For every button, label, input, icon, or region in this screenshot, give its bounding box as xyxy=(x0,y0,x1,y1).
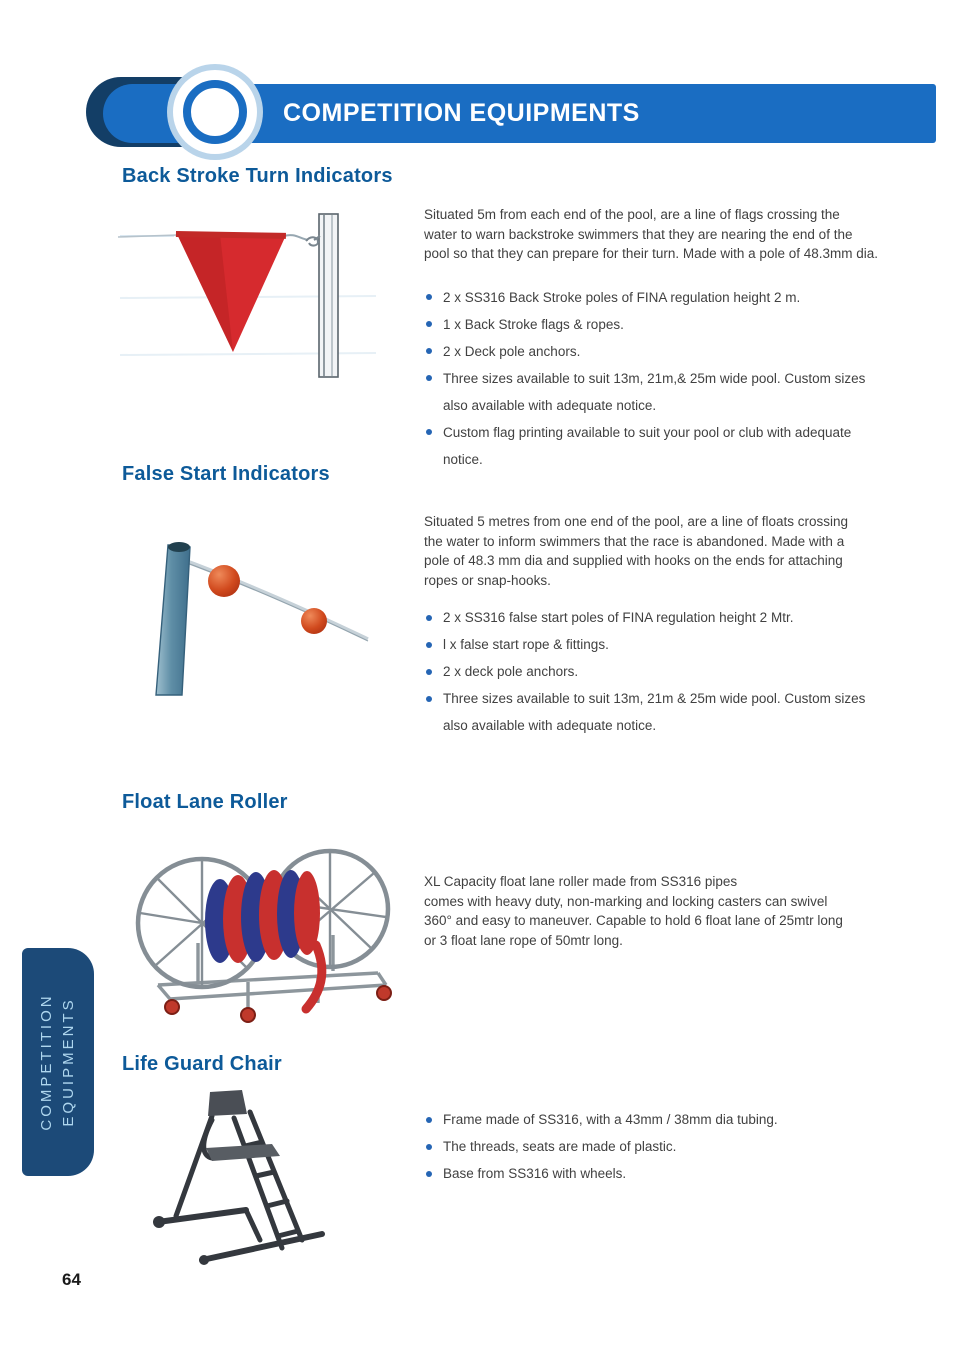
bullet-item: 2 x Deck pole anchors. xyxy=(424,338,890,365)
life-guard-chair-illustration xyxy=(150,1088,335,1273)
red-float-ball xyxy=(301,608,327,634)
flag-pole xyxy=(319,214,338,377)
description-line: 360° and easy to maneuver. Capable to hold 6 float lane of 25mtr long xyxy=(424,913,843,928)
circle-logo-icon xyxy=(167,64,263,160)
circle-logo-inner-ring xyxy=(183,80,247,144)
pole-top-cap xyxy=(168,542,190,552)
red-float-ball xyxy=(208,565,240,597)
false-start-illustration xyxy=(116,535,382,708)
side-tab-competition-equipments xyxy=(22,948,94,1176)
bullet-item: Three sizes available to suit 13m, 21m,& 25m wide pool. Custom sizes also available with adequate notice. xyxy=(424,365,890,419)
description-line: Situated 5m from each end of the pool, are a line of flags crossing the xyxy=(424,207,840,222)
backstroke-flag-svg xyxy=(116,200,382,426)
float-rope-shade xyxy=(176,559,368,641)
flag-rope xyxy=(284,235,308,240)
description-line: or 3 float lane rope of 50mtr long. xyxy=(424,932,623,948)
description-line: the water to inform swimmers that the race is abandoned. Made with a xyxy=(424,533,845,549)
bullet-item: Frame made of SS316, with a 43mm / 38mm dia tubing. xyxy=(424,1106,890,1133)
bullet-item: 2 x SS316 false start poles of FINA regulation height 2 Mtr. xyxy=(424,604,890,631)
description-line: ropes or snap-hooks. xyxy=(424,572,551,588)
float-lane-roller-illustration xyxy=(128,833,400,1030)
back-stroke-bullet-list xyxy=(424,284,890,473)
section-heading-false-start: False Start Indicators xyxy=(122,463,330,485)
skid-end-cap xyxy=(153,1216,165,1228)
side-tab-line1: COMPETITION xyxy=(38,993,55,1131)
life-guard-chair-text-column xyxy=(424,1106,890,1187)
bullet-item: 2 x SS316 Back Stroke poles of FINA regulation height 2 m. xyxy=(424,284,890,311)
float-lane-roller-svg xyxy=(128,833,400,1025)
false-start-text-column xyxy=(424,512,890,739)
section-heading-float-lane-roller: Float Lane Roller xyxy=(122,791,288,813)
float-lane-roller-text-column xyxy=(424,872,890,950)
circle-logo-outer-ring xyxy=(173,70,257,154)
description-line: water to warn backstroke swimmers that they are nearing the end of the xyxy=(424,226,853,242)
skid-end-cap xyxy=(199,1255,209,1265)
chair-backrest xyxy=(208,1090,247,1116)
side-tab-label xyxy=(22,948,94,1176)
bullet-item: 1 x Back Stroke flags & ropes. xyxy=(424,311,890,338)
life-guard-chair-svg xyxy=(150,1088,335,1268)
description-line: pool so that they can prepare for their turn. Made with a pole of 48.3mm dia. xyxy=(424,246,879,261)
page-title: COMPETITION EQUIPMENTS xyxy=(283,99,640,127)
coiled-lane-ropes xyxy=(205,870,322,1009)
page-number: 64 xyxy=(62,1270,81,1289)
false-start-description xyxy=(424,512,890,590)
back-stroke-description xyxy=(424,205,890,264)
bullet-item: 2 x deck pole anchors. xyxy=(424,658,890,685)
bullet-item: Base from SS316 with wheels. xyxy=(424,1160,890,1187)
bullet-item: The threads, seats are made of plastic. xyxy=(424,1133,890,1160)
side-tab-line2: EQUIPMENTS xyxy=(60,997,77,1127)
float-lane-roller-description xyxy=(424,872,890,950)
bullet-item: l x false start rope & fittings. xyxy=(424,631,890,658)
life-guard-chair-bullet-list xyxy=(424,1106,890,1187)
snap-hook-icon xyxy=(306,236,320,246)
bullet-item: Three sizes available to suit 13m, 21m & 25m wide pool. Custom sizes also available with adequate notice. xyxy=(424,685,890,739)
backstroke-flag-illustration xyxy=(116,200,382,431)
section-heading-life-guard-chair: Life Guard Chair xyxy=(122,1053,282,1075)
description-line: Situated 5 metres from one end of the pool, are a line of floats crossing xyxy=(424,514,848,529)
description-line: pole of 48.3 mm dia and supplied with hooks on the ends for attaching xyxy=(424,553,843,568)
bullet-item: Custom flag printing available to suit your pool or club with adequate notice. xyxy=(424,419,890,473)
chair-frame xyxy=(158,1112,322,1260)
section-heading-back-stroke: Back Stroke Turn Indicators xyxy=(122,165,393,187)
false-start-pole xyxy=(156,545,190,695)
false-start-svg xyxy=(116,535,382,703)
back-stroke-text-column xyxy=(424,205,890,473)
description-line: XL Capacity float lane roller made from SS316 pipes xyxy=(424,874,738,889)
description-line: comes with heavy duty, non-marking and locking casters can swivel xyxy=(424,893,828,909)
false-start-bullet-list xyxy=(424,604,890,739)
